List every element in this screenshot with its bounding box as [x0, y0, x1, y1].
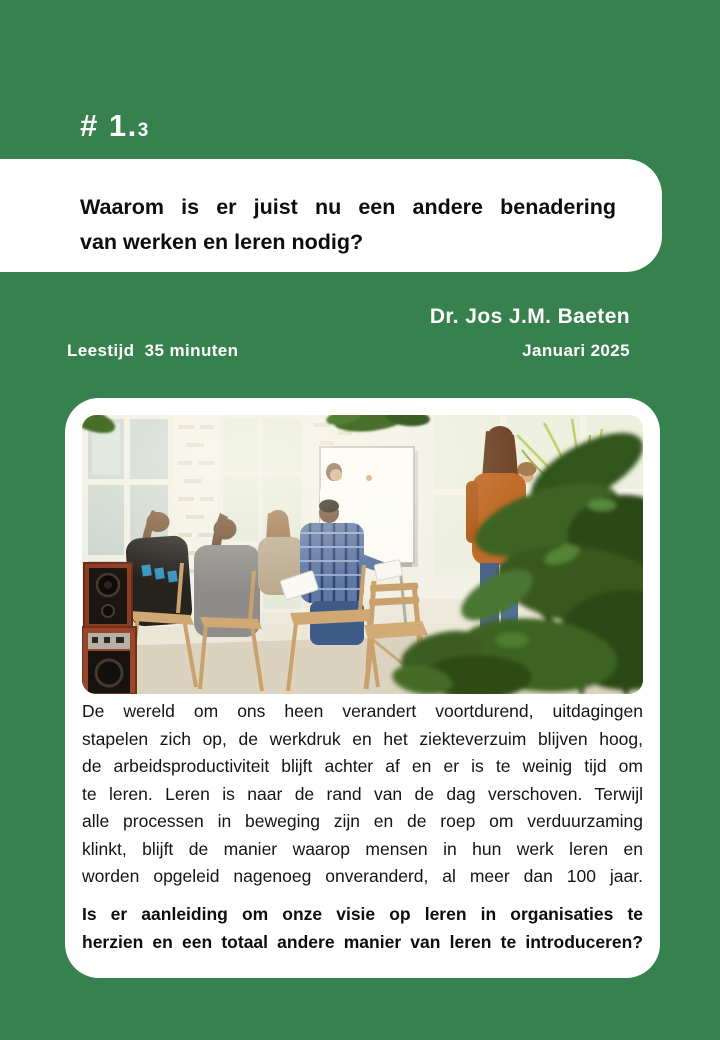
chapter-number [80, 104, 149, 153]
body-paragraph-1 [82, 698, 643, 891]
chapter-number-sub: 3 [137, 120, 150, 141]
article-title [80, 190, 616, 260]
read-time: Leestijd 35 minuten [67, 341, 239, 360]
article-card [65, 398, 660, 978]
body-line: klinkt, blijft de manier waarop mensen in hun werk leren en [82, 838, 643, 859]
body-line: alle processen in beweging zijn en de roep om verduurzaming [82, 811, 643, 831]
body-line: worden opgeleid nagenoeg onveranderd, al meer dan 100 jaar. [82, 866, 643, 886]
chapter-number-main: # 1. [80, 108, 138, 143]
question-paragraph [82, 900, 643, 956]
article-title-line-1: Waarom is er juist nu een andere benadering [80, 195, 616, 219]
question-line: Is er aanleiding om onze visie op leren in organisaties te [82, 904, 643, 924]
body-line: te leren. Leren is naar de rand van de dag verschoven. Terwijl [82, 783, 643, 804]
body-line: De wereld om ons heen verandert voortdurend, uitdagingen [82, 701, 643, 721]
title-banner [0, 159, 662, 272]
workshop-photo-illustration [82, 415, 643, 694]
question-line: herzien en een totaal andere manier van leren te introduceren? [82, 932, 643, 952]
body-line: de arbeidsproductiviteit blijft achter af en er is te weinig tijd om [82, 756, 643, 776]
author-name: Dr. Jos J.M. Baeten [429, 305, 630, 328]
workshop-photo [82, 415, 643, 694]
article-title-line-2: van werken en leren nodig? [80, 230, 364, 254]
publication-date: Januari 2025 [522, 341, 630, 360]
body-line: stapelen zich op, de werkdruk en het ziekteverzuim blijven hoog, [82, 728, 643, 749]
